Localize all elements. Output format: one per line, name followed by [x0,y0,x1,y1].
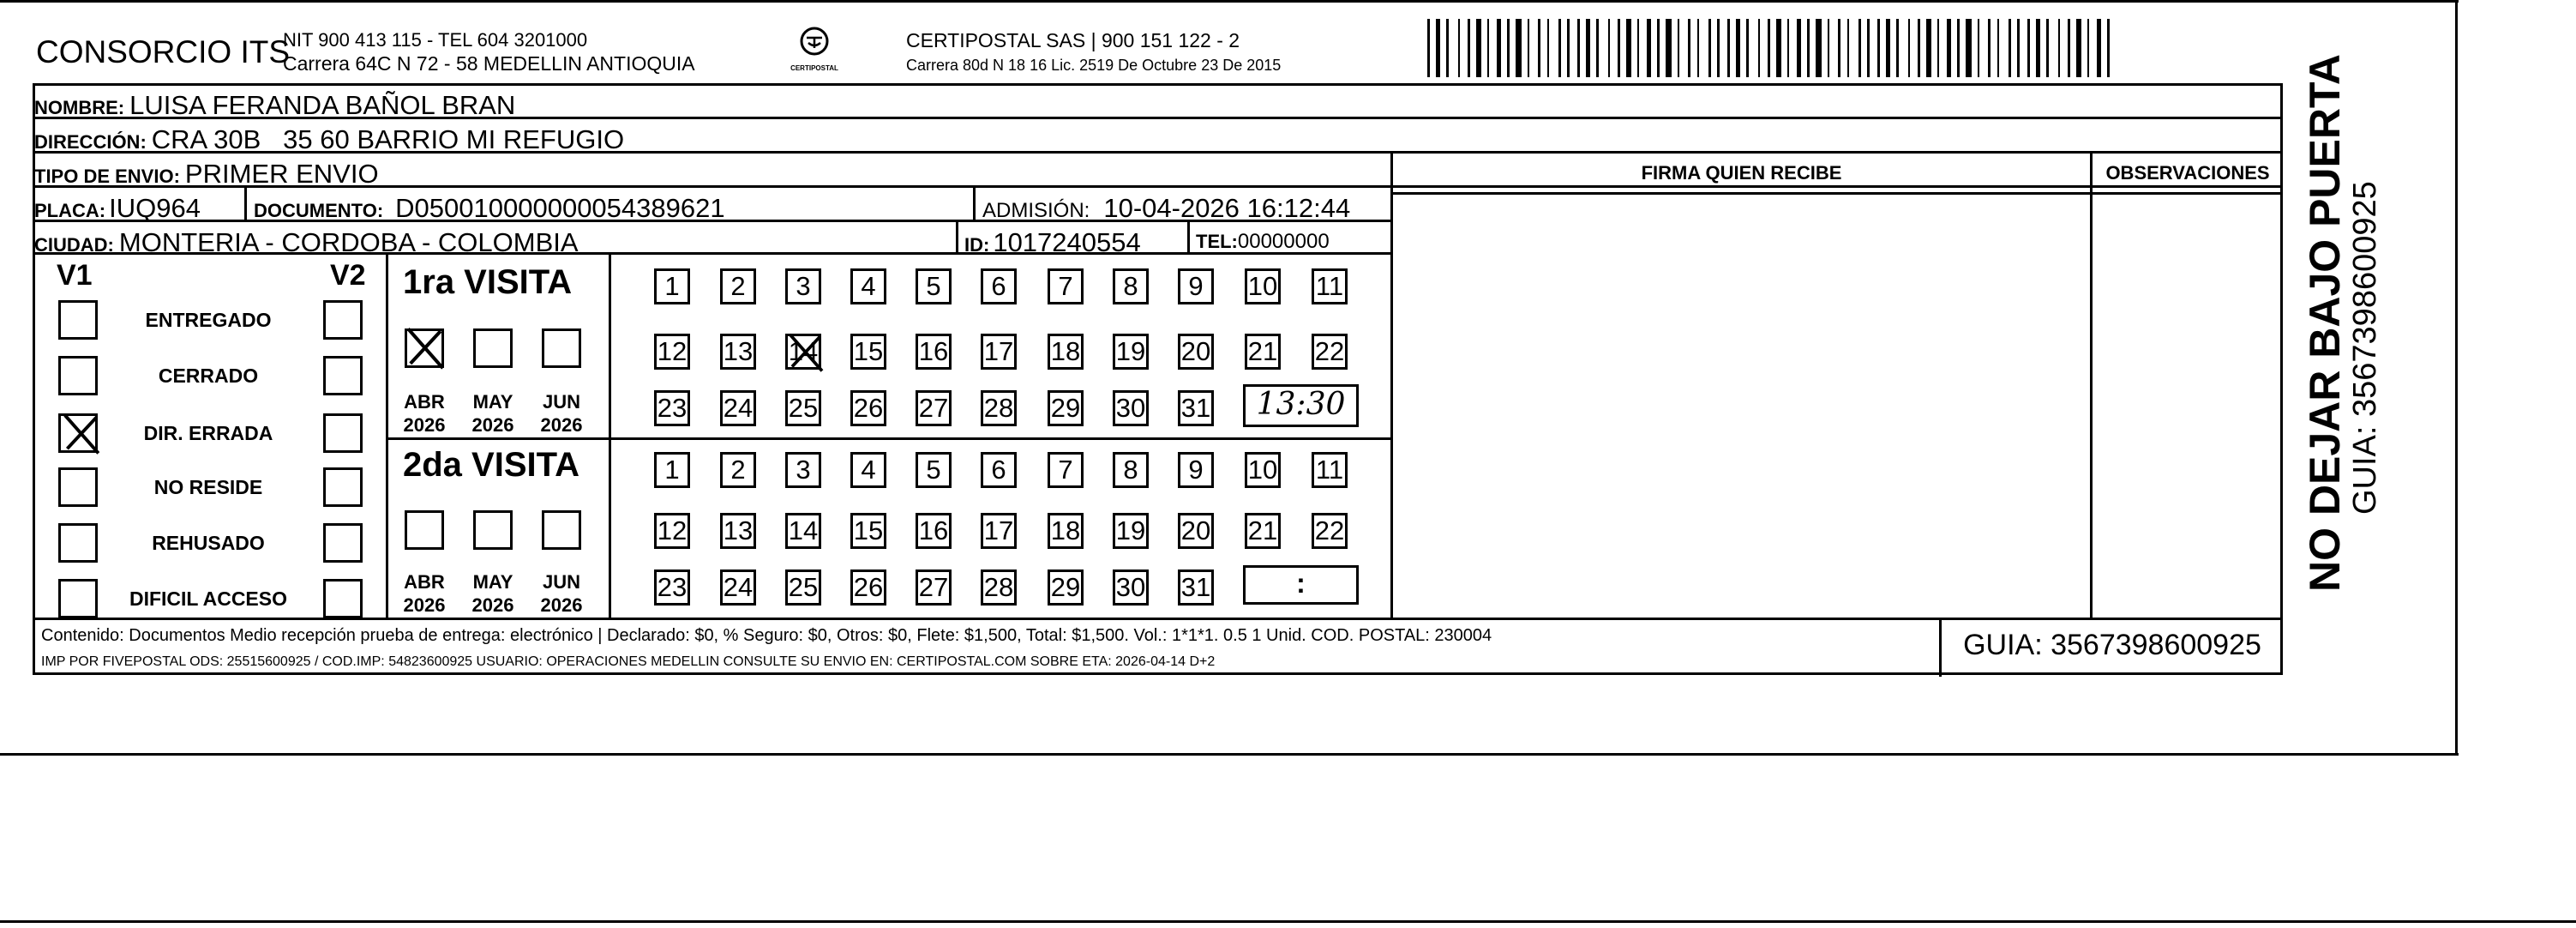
courier-line-1: CERTIPOSTAL SAS | 900 151 122 - 2 [906,29,1240,51]
certipostal-logo [790,26,838,74]
second-visit-day[interactable]: 31 [1178,569,1214,606]
barcode [1427,19,2113,77]
second-visit-month-box[interactable] [473,510,513,550]
observaciones-area[interactable] [2094,196,2279,616]
first-visit-day[interactable]: 15 [850,334,886,370]
direccion-row [34,124,624,155]
v1-checkbox[interactable] [58,356,98,395]
admision-label: ADMISIÓN: [982,199,1090,222]
admision-row [982,193,1350,224]
footer-contents: Contenido: Documentos Medio recepción prueba de entrega: electrónico | Declarado: $0, % Seguro: $0, Otros: $0, Flete: $1,500, Total: $1,500. Vol.: 1*1*1. 0.5 1 Unid. COD. POSTAL: 230004 [41,626,1492,645]
placa-value: IUQ964 [109,193,201,223]
tipo-envio-label: TIPO DE ENVIO: [34,166,180,187]
tipo-envio-row [34,159,379,190]
direccion-value: CRA 30B 35 60 BARRIO MI REFUGIO [151,124,625,154]
first-visit-day[interactable]: 8 [1113,268,1149,304]
v1-header: V1 [57,259,93,292]
signature-area[interactable] [1395,196,2087,616]
first-visit-day[interactable]: 6 [981,268,1017,304]
second-visit-day[interactable]: 20 [1178,513,1214,549]
second-visit-day[interactable]: 10 [1245,452,1281,488]
second-visit-day[interactable]: 21 [1245,513,1281,549]
v1-checkbox[interactable] [58,467,98,507]
second-visit-day[interactable]: 1 [654,452,690,488]
placa-row [34,193,201,224]
status-label: ENTREGADO [145,309,272,331]
documento-label: DOCUMENTO: [254,200,384,221]
first-visit-day[interactable]: 22 [1312,334,1348,370]
v1-checkbox[interactable] [58,579,98,618]
second-visit-day[interactable]: 24 [720,569,756,606]
tel-row [1196,230,1330,254]
second-visit-day[interactable]: 18 [1048,513,1084,549]
placa-label: PLACA: [34,200,106,221]
tipo-envio-value: PRIMER ENVIO [184,159,379,189]
first-visit-day[interactable]: 13 [720,334,756,370]
v1-checkbox[interactable] [58,413,98,453]
first-visit-day[interactable]: 1 [654,268,690,304]
firma-header: FIRMA QUIEN RECIBE [1641,162,1842,184]
certipostal-logo-text: CERTIPOSTAL [790,64,838,72]
status-label: DIFICIL ACCESO [129,588,287,610]
second-visit-day[interactable]: 7 [1048,452,1084,488]
first-visit-day[interactable]: 25 [785,390,821,426]
month-label: ABR 2026 [403,391,446,436]
v2-checkbox[interactable] [323,523,363,563]
second-visit-day[interactable]: 9 [1178,452,1214,488]
ciudad-value: MONTERIA - CORDOBA - COLOMBIA [118,227,579,257]
first-visit-day[interactable]: 5 [916,268,952,304]
v1-checkbox[interactable] [58,300,98,340]
second-visit-day[interactable]: 14 [785,513,821,549]
second-visit-time: : [1296,568,1306,599]
month-label: JUN 2026 [540,571,583,616]
first-visit-month-box[interactable] [542,328,581,368]
ciudad-label: CIUDAD: [34,234,114,256]
tel-value: 00000000 [1237,230,1330,253]
footer-print-info: IMP POR FIVEPOSTAL ODS: 25515600925 / COD.IMP: 54823600925 USUARIO: OPERACIONES MEDELLIN CONSULTE SU ENVIO EN: CERTIPOSTAL.COM SOBRE ETA: 2026-04-14 D+2 [41,654,1216,669]
second-visit-day[interactable]: 28 [981,569,1017,606]
first-visit-day[interactable]: 26 [850,390,886,426]
second-visit-day[interactable]: 19 [1113,513,1149,549]
first-visit-day[interactable]: 31 [1178,390,1214,426]
first-visit-time: 13:30 [1256,387,1346,422]
status-label: DIR. ERRADA [143,422,273,444]
company-line-2: Carrera 64C N 72 - 58 MEDELLIN ANTIOQUIA [283,52,695,75]
no-dejar-bajo-puerta: NO DEJAR BAJO PUERTA [2301,54,2349,592]
first-visit-title: 1ra VISITA [403,263,573,301]
first-visit-day[interactable]: 24 [720,390,756,426]
observaciones-header: OBSERVACIONES [2105,162,2270,184]
first-visit-day[interactable]: 21 [1245,334,1281,370]
second-visit-day[interactable]: 22 [1312,513,1348,549]
first-visit-day[interactable]: 14 [785,334,821,370]
documento-row [254,193,725,224]
first-visit-day[interactable]: 19 [1113,334,1149,370]
nombre-value: LUISA FERANDA BAÑOL BRAN [129,90,516,120]
ciudad-row [34,227,579,258]
first-visit-day[interactable]: 23 [654,390,690,426]
admision-value: 10-04-2026 16:12:44 [1103,193,1351,223]
status-label: REHUSADO [152,532,265,554]
first-visit-day[interactable]: 30 [1113,390,1149,426]
second-visit-day[interactable]: 25 [785,569,821,606]
first-visit-day[interactable]: 27 [916,390,952,426]
v2-checkbox[interactable] [323,467,363,507]
first-visit-day[interactable]: 7 [1048,268,1084,304]
v2-checkbox[interactable] [323,579,363,618]
tel-label: TEL: [1196,231,1238,252]
second-visit-day[interactable]: 17 [981,513,1017,549]
first-visit-day[interactable]: 17 [981,334,1017,370]
second-visit-day[interactable]: 12 [654,513,690,549]
id-value: 1017240554 [993,227,1141,257]
first-visit-day[interactable]: 28 [981,390,1017,426]
second-visit-day[interactable]: 13 [720,513,756,549]
status-label: NO RESIDE [153,476,263,498]
v2-checkbox[interactable] [323,300,363,340]
courier-line-2: Carrera 80d N 18 16 Lic. 2519 De Octubre 23 De 2015 [906,57,1282,74]
second-visit-day[interactable]: 6 [981,452,1017,488]
id-label: ID: [964,234,990,256]
month-label: MAY 2026 [471,391,514,436]
company-line-1: NIT 900 413 115 - TEL 604 3201000 [283,29,588,51]
second-visit-day[interactable]: 26 [850,569,886,606]
nombre-label: NOMBRE: [34,97,125,118]
status-label: CERRADO [158,365,259,387]
nombre-row [34,90,515,121]
first-visit-day[interactable]: 4 [850,268,886,304]
first-visit-day[interactable]: 3 [785,268,821,304]
v2-checkbox[interactable] [323,356,363,395]
first-visit-day[interactable]: 18 [1048,334,1084,370]
second-visit-day[interactable]: 30 [1113,569,1149,606]
first-visit-day[interactable]: 29 [1048,390,1084,426]
v2-header: V2 [330,259,366,292]
second-visit-day[interactable]: 4 [850,452,886,488]
certipostal-logo-icon [793,26,836,60]
second-visit-day[interactable]: 27 [916,569,952,606]
second-visit-day[interactable]: 23 [654,569,690,606]
first-visit-day[interactable]: 16 [916,334,952,370]
month-label: MAY 2026 [471,571,514,616]
side-guia: GUIA: 3567398600925 [2347,181,2383,515]
v1-checkbox[interactable] [58,523,98,563]
company-name: CONSORCIO ITS [36,34,291,69]
second-visit-day[interactable]: 16 [916,513,952,549]
second-visit-day[interactable]: 11 [1312,452,1348,488]
guia-number: GUIA: 3567398600925 [1963,629,2261,661]
first-visit-day[interactable]: 20 [1178,334,1214,370]
first-visit-month-box[interactable] [473,328,513,368]
second-visit-day[interactable]: 29 [1048,569,1084,606]
first-visit-day[interactable]: 11 [1312,268,1348,304]
first-visit-month-box[interactable] [405,328,444,368]
id-row [964,227,1141,258]
second-visit-day[interactable]: 5 [916,452,952,488]
month-label: JUN 2026 [540,391,583,436]
v2-checkbox[interactable] [323,413,363,453]
first-visit-day[interactable]: 10 [1245,268,1281,304]
first-visit-day[interactable]: 9 [1178,268,1214,304]
second-visit-title: 2da VISITA [403,446,579,484]
direccion-label: DIRECCIÓN: [34,131,147,153]
first-visit-day[interactable]: 2 [720,268,756,304]
second-visit-day[interactable]: 8 [1113,452,1149,488]
second-visit-day[interactable]: 15 [850,513,886,549]
second-visit-day[interactable]: 2 [720,452,756,488]
second-visit-day[interactable]: 3 [785,452,821,488]
second-visit-month-box[interactable] [542,510,581,550]
second-visit-month-box[interactable] [405,510,444,550]
documento-value: D050010000000054389621 [395,193,725,223]
first-visit-day[interactable]: 12 [654,334,690,370]
month-label: ABR 2026 [403,571,446,616]
